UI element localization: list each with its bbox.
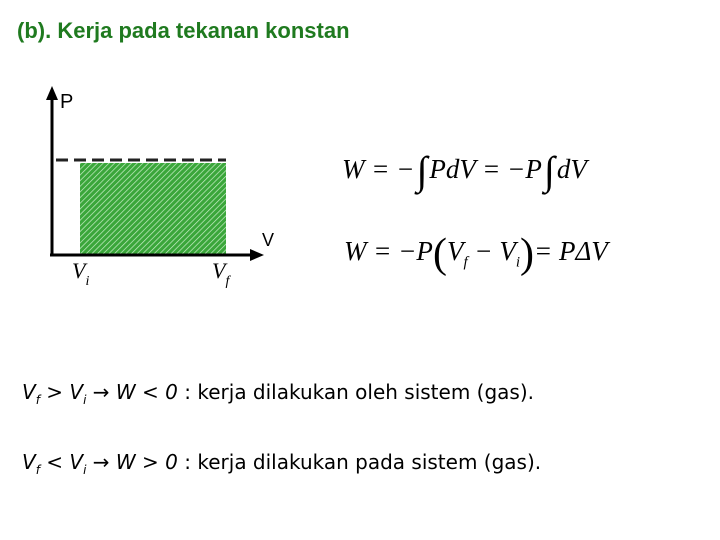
work-result-equation: $W = -P(V_f - V_i)= P\Delta V$	[344, 231, 608, 277]
page-title: (b). Kerja pada tekanan konstan	[17, 18, 350, 43]
xtick-vi: $V_i$	[72, 258, 90, 289]
integral-icon: ∫	[543, 148, 555, 193]
x-axis-arrow-icon	[250, 249, 264, 261]
statement-compression: $V_f < V_i \to W > 0$ : kerja dilakukan pada sistem (gas).	[22, 450, 542, 477]
xtick-vf: $V_f$	[212, 258, 230, 289]
work-area	[80, 163, 226, 255]
y-axis-label: P	[60, 91, 74, 113]
y-axis-arrow-icon	[46, 86, 58, 100]
x-axis-label: V	[262, 230, 275, 250]
statement-expansion: $V_f > V_i \to W < 0$ : kerja dilakukan oleh sistem (gas).	[22, 380, 534, 407]
integral-icon: ∫	[416, 148, 428, 193]
work-integral-equation: W = −∫PdV = −P∫dV	[342, 148, 587, 193]
